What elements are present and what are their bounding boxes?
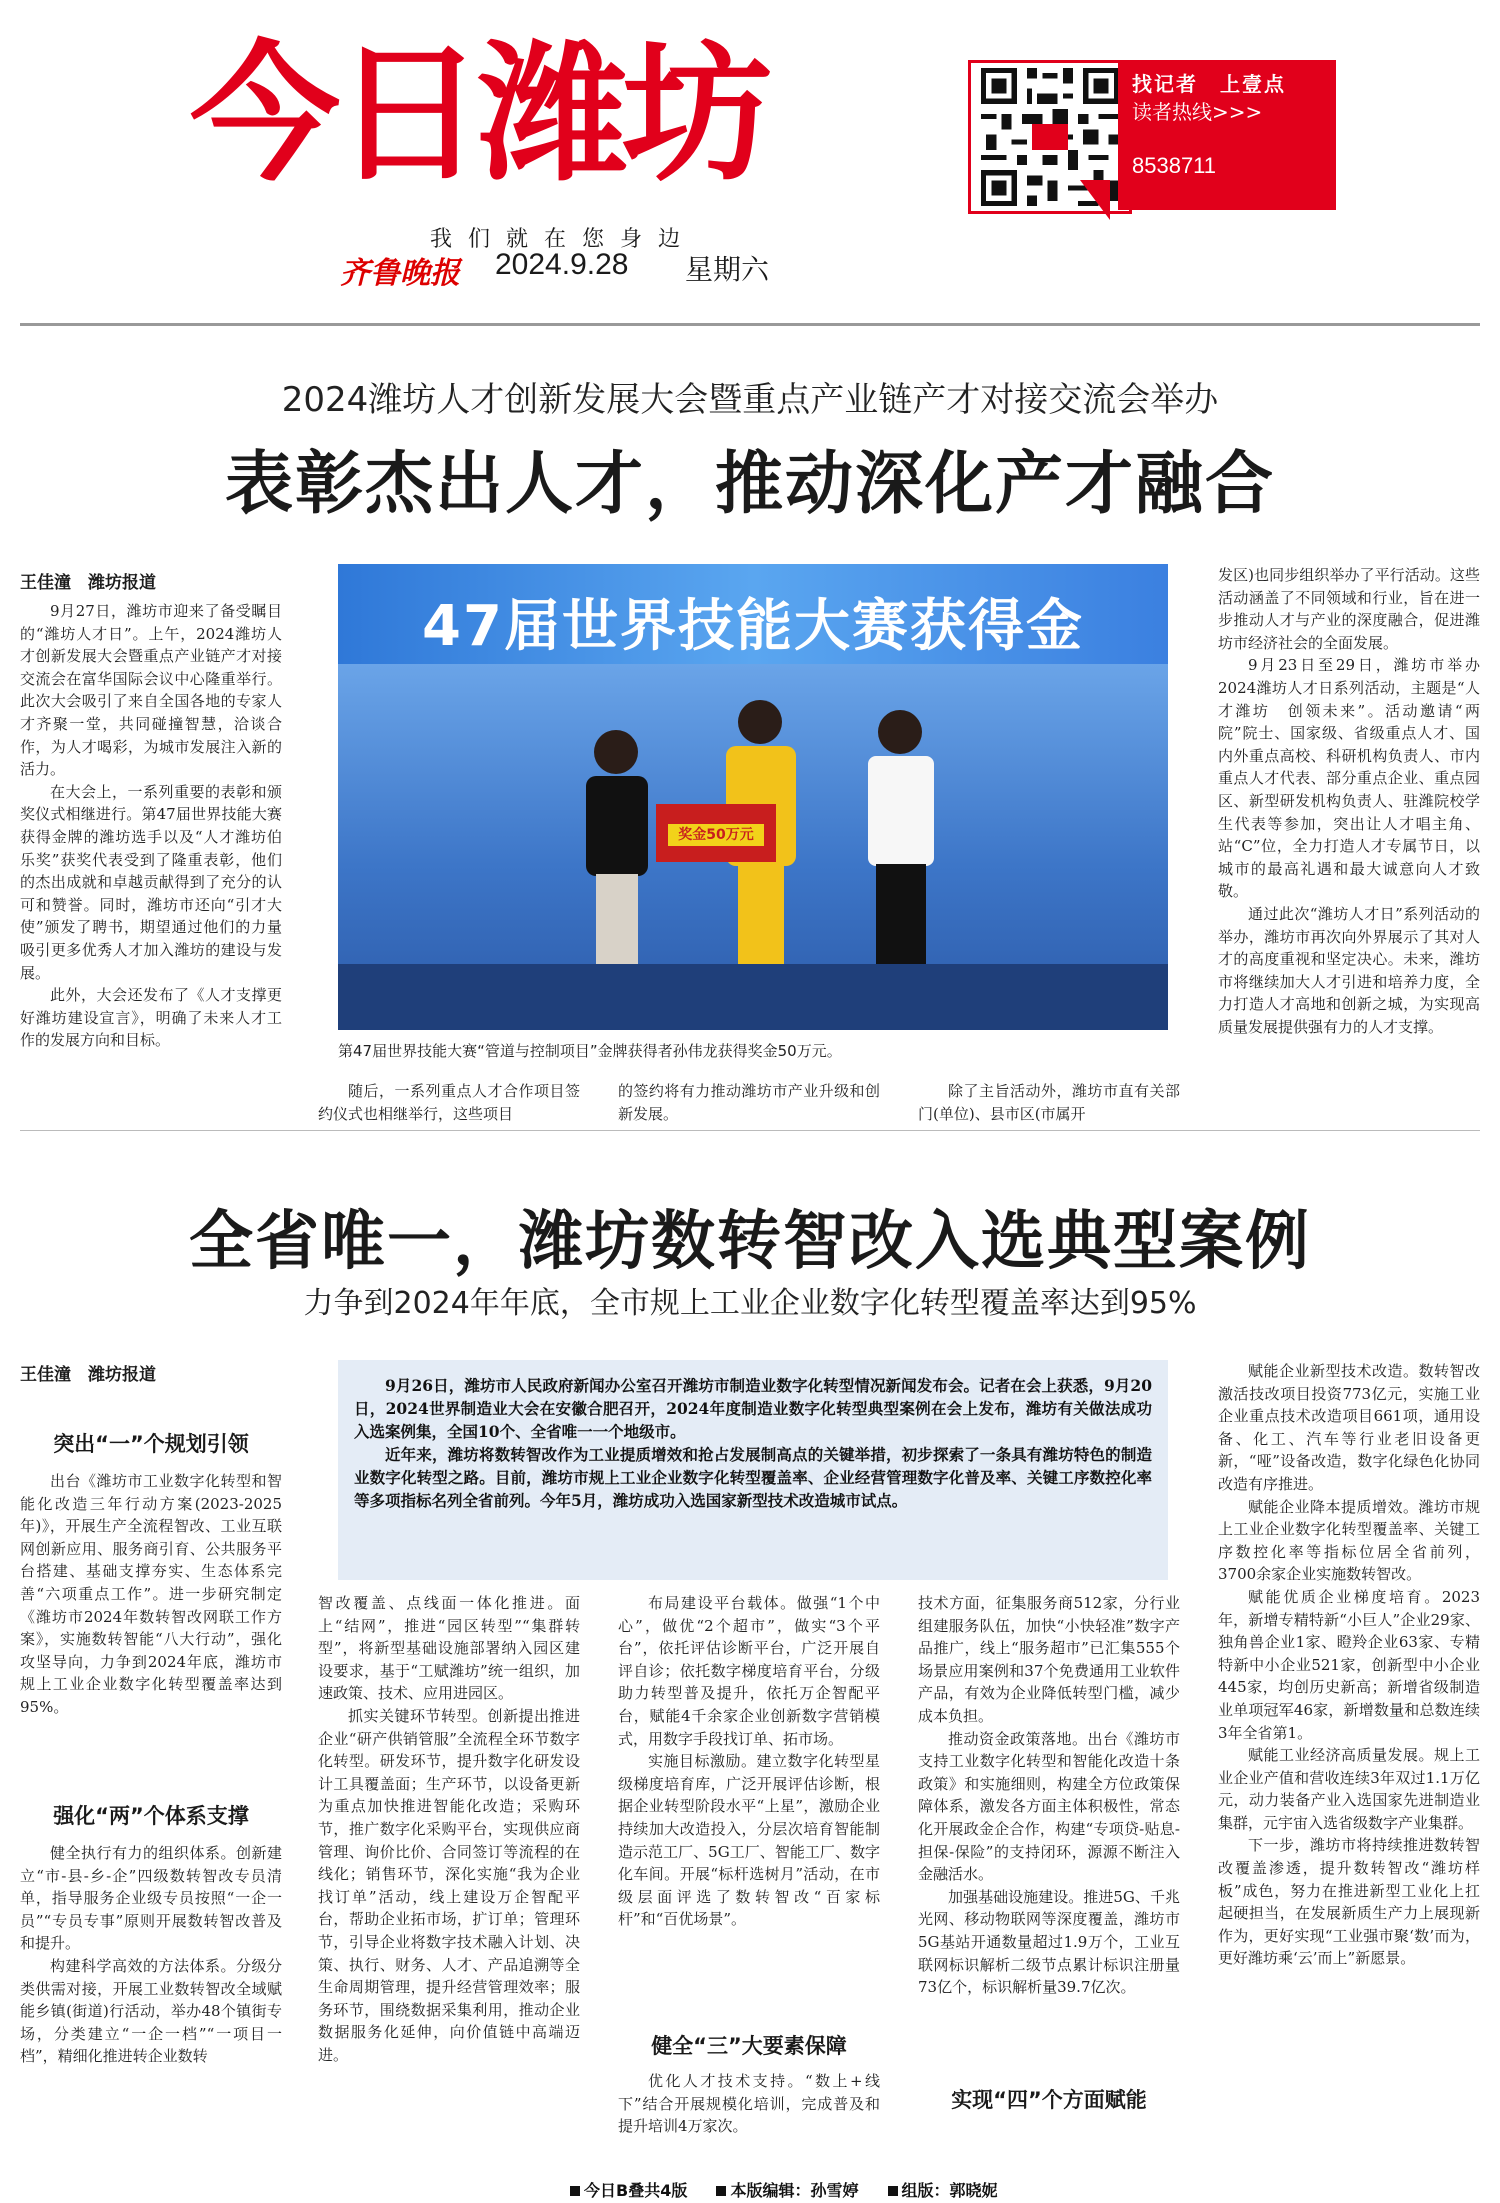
article2-col5 <box>1218 1360 1480 2168</box>
paragraph: 赋能企业新型技术改造。数转智改激活技改项目投资773亿元，实施工业企业重点技术改造项目661项，通用设备、化工、汽车等行业老旧设备更新，“哑”设备改造，数字化绿色化协同改造有序推进。 <box>1218 1362 1480 1493</box>
article1-col3 <box>618 1080 880 1126</box>
footer-editor: 本版编辑：孙雪婷 <box>716 2181 858 2200</box>
square-bullet-icon <box>570 2186 580 2196</box>
paragraph: 优化人才技术支持。“数上+线下”结合开展规模化培训，完成普及和提升培训4万家次。 <box>618 2072 880 2136</box>
lead-paragraph: 9月26日，潍坊市人民政府新闻办公室召开潍坊市制造业数字化转型情况新闻发布会。记者在会上获悉，9月20日，2024世界制造业大会在安徽合肥召开，2024年度制造业数字化转型典型案例在会上发布，潍坊有关做法成功入选案例集，全国10个、全省唯一一个地级市。 <box>354 1376 1152 1441</box>
footer-section: 今日B叠共4版 <box>570 2181 687 2200</box>
article1-byline: 王佳潼 潍坊报道 <box>20 573 156 593</box>
paragraph: 出台《潍坊市工业数字化转型和智能化改造三年行动方案(2023-2025年)》，开展生产全流程智改、工业互联网创新应用、服务商引育、公共服务平台搭建、基础支撑夯实、生态体系完善“六项重点工作”。进一步研究制定《潍坊市2024年数转智改网联工作方案》，实施数转智能“八大行动”，强化攻坚导向，力争到2024年底，潍坊市规上工业企业数字化转型覆盖率达到95%。 <box>20 1472 282 1716</box>
paragraph: 赋能优质企业梯度培育。2023年，新增专精特新“小巨人”企业29家、独角兽企业1家、瞪羚企业63家、专精特新中小企业521家，创新型中小企业445家，均创历史新高；新增省级制造业单项冠军46家，新增数量和总数连续3年全省第1。 <box>1218 1587 1480 1742</box>
footer-layout: 组版：郭晓妮 <box>888 2181 998 2200</box>
paragraph: 下一步，潍坊市将持续推进数转智改覆盖渗透，提升数转智改“潍坊样板”成色，努力在推进新型工业化上扛起硬担当，在发展新质生产力上展现新作为，更好实现“工业强市聚‘数’而为，更好潍坊乘‘云’而上”新愿景。 <box>1218 1836 1480 1968</box>
article2-byline: 王佳潼 潍坊报道 <box>20 1365 156 1385</box>
paragraph: 在大会上，一系列重要的表彰和颁奖仪式相继进行。第47届世界技能大赛获得金牌的潍坊选手以及“人才潍坊伯乐奖”获奖代表受到了隆重表彰，他们的杰出成就和卓越贡献得到了充分的认可和赞誉。同时，潍坊市还向“引才大使”颁发了聘书，期望通过他们的力量吸引更多优秀人才加入潍坊的建设与发展。 <box>20 782 282 982</box>
paragraph: 的签约将有力推动潍坊市产业升级和创新发展。 <box>618 1082 880 1123</box>
paragraph: 除了主旨活动外，潍坊市直有关部门(单位)、县市区(市属开 <box>918 1082 1180 1123</box>
masthead-rule <box>20 323 1480 326</box>
article2-col1b <box>20 1842 282 2168</box>
article2-col3a <box>618 1592 880 2016</box>
article1-col5 <box>1218 564 1480 1104</box>
award-photo <box>338 564 1168 1030</box>
paragraph: 加强基础设施建设。推进5G、千兆光网、移动物联网等深度覆盖，潍坊市5G基站开通数量超过1.9万个，工业互联网标识解析二级节点累计标识注册量73亿个，标识解析量39.7亿次。 <box>918 1887 1180 1997</box>
article1-col4 <box>918 1080 1180 1126</box>
paragraph: 赋能工业经济高质量发展。规上工业企业产值和营收连续3年双过1.1万亿元，动力装备产业入选国家先进制造业集群，元宇宙入选省级数字产业集群。 <box>1218 1746 1480 1832</box>
paragraph: 智改覆盖、点线面一体化推进。面上“结网”，推进“园区转型”“集群转型”，将新型基础设施部署纳入园区建设要求，基于“工赋潍坊”统一组织，加速政策、技术、应用进园区。 <box>318 1594 580 1703</box>
subhead-three: 健全“三”大要素保障 <box>651 2034 847 2058</box>
photo-stage <box>338 664 1168 1030</box>
paragraph: 此外，大会还发布了《人才支撑更好潍坊建设宣言》，明确了未来人才工作的发展方向和目标。 <box>20 986 282 1050</box>
square-bullet-icon <box>888 2186 898 2196</box>
brand-logo: 齐鲁晚报 <box>340 256 460 291</box>
article2-headline[interactable]: 全省唯一，潍坊数转智改入选典型案例 <box>189 1204 1311 1279</box>
article2-subtitle: 力争到2024年年底，全市规上工业企业数字化转型覆盖率达到95% <box>303 1286 1197 1321</box>
person-left-icon <box>586 730 648 964</box>
square-bullet-icon <box>716 2186 726 2196</box>
paragraph: 通过此次“潍坊人才日”系列活动的举办，潍坊市再次向外界展示了其对人才的高度重视和坚定决心。未来，潍坊市将继续加大人才引进和培养力度，全力打造人才高地和创新之城，为实现高质量发展提供强有力的人才支撑。 <box>1218 904 1480 1036</box>
paragraph: 布局建设平台载体。做强“1个中心”，做优“2个超市”，做实“3个平台”，依托评估诊断平台，广泛开展自评自诊；依托数字梯度培育平台，分级助力转型普及提升，依托万企智配平台，赋能4千余家企业创新数字营销模式，用数字手段找订单、拓市场。 <box>618 1594 880 1748</box>
hotline-label: 读者热线>>> <box>1132 100 1263 124</box>
article2-lead-box <box>338 1360 1168 1580</box>
paragraph: 随后，一系列重点人才合作项目签约仪式也相继举行，这些项目 <box>318 1082 580 1123</box>
weekday: 星期六 <box>685 253 770 286</box>
paragraph: 健全执行有力的组织体系。创新建立“市-县-乡-企”四级数转智改专员清单，指导服务企业级专员按照“一企一员”“专员专事”原则开展数转智改普及和提升。 <box>20 1844 282 1953</box>
prize-board-text: 奖金50万元 <box>678 827 754 843</box>
paragraph: 抓实关键环节转型。创新提出推进企业“研产供销管服”全流程全环节数字化转型。研发环节，提升数字化研发设计工具覆盖面；生产环节，以设备更新为重点加快推进智能化改造；采购环节，推广数字化采购平台，实现供应商管理、询价比价、合同签订等流程的在线化；销售环节，深化实施“我为企业找订单”活动，线上建设万企智配平台，帮助企业拓市场，扩订单；管理环节，引导企业将数字技术融入计划、决策、执行、财务、人才、产品追溯等全生命周期管理，提升经营管理效率；服务环节，围绕数据采集利用，推动企业数据服务化延伸，向价值链中高端迈进。 <box>318 1706 580 2064</box>
subhead-one: 突出“一”个规划引领 <box>53 1432 249 1456</box>
person-right-icon <box>868 710 934 964</box>
paragraph: 9月23日至29日，潍坊市举办2024潍坊人才日系列活动，主题是“人才潍坊 创领未来”。活动邀请“两院”院士、国家级、省级重点人才、国内外重点高校、科研机构负责人、市内重点人才代表、部分重点企业、重点园区、新型研发机构负责人、驻潍院校学生代表等参加，突出让人才唱主角、站“C”位，全力打造人才专属节日，以城市的最高礼遇和最大诚意向人才致敬。 <box>1218 656 1480 901</box>
page-footer <box>570 2178 1022 2201</box>
subhead-two: 强化“两”个体系支撑 <box>53 1804 249 1828</box>
subhead-four: 实现“四”个方面赋能 <box>951 2088 1147 2112</box>
slogan: 我们就在您身边 <box>430 227 697 252</box>
paragraph: 9月27日，潍坊市迎来了备受瞩目的“潍坊人才日”。上午，2024潍坊人才创新发展大会暨重点产业链产才对接交流会在富华国际会议中心隆重举行。此次大会吸引了来自全国各地的专家人才齐聚一堂，共同碰撞智慧，洽谈合作，为人才喝彩，为城市发展注入新的活力。 <box>20 602 282 779</box>
hotline-tail <box>1080 180 1110 220</box>
hotline-slogan: 找记者 上壹点 <box>1132 72 1286 96</box>
article1-kicker: 2024潍坊人才创新发展大会暨重点产业链产才对接交流会举办 <box>281 380 1219 420</box>
publication-date: 2024.9.28 <box>495 248 629 281</box>
paragraph: 推动资金政策落地。出台《潍坊市支持工业数字化转型和智能化改造十条政策》和实施细则，构建全方位政策保障体系，激发各方面主体积极性，常态化开展政金企合作，构建“专项贷-贴息-担保-保险”的支持闭环，源源不断注入金融活水。 <box>918 1729 1180 1884</box>
paragraph: 技术方面，征集服务商512家，分行业组建服务队伍，加快“小快轻准”数字产品推广，线上“服务超市”已汇集555个场景应用案例和37个免费通用工业软件产品，有效为企业降低转型门槛，减少成本负担。 <box>918 1594 1180 1725</box>
paragraph: 发区)也同步组织举办了平行活动。这些活动涵盖了不同领域和行业，旨在进一步推动人才与产业的深度融合，促进潍坊市经济社会的全面发展。 <box>1218 566 1480 652</box>
hotline-number[interactable]: 8538711 <box>1132 153 1217 178</box>
article1-col2 <box>318 1080 580 1126</box>
paragraph: 构建科学高效的方法体系。分级分类供需对接，开展工业数转智改全域赋能乡镇(街道)行活动，举办48个镇街专场，分类建立“一企一档”“一项目一档”，精细化推进转企业数转 <box>20 1956 282 2066</box>
section-divider <box>20 1130 1480 1131</box>
masthead-title: 今日潍坊 <box>190 28 767 202</box>
paragraph: 实施目标激励。建立数字化转型星级梯度培育库，广泛开展评估诊断，根据企业转型阶段水平“上星”，激励企业持续加大改造投入，分层次培育智能制造示范工厂、5G工厂、智能工厂、数字化车间。开展“标杆选树月”活动，在市级层面评选了数转智改“百家标杆”和“百优场景”。 <box>618 1752 880 1929</box>
article2-col1a <box>20 1470 282 1782</box>
article2-col3b <box>618 2070 880 2168</box>
article1-col1 <box>20 600 282 1090</box>
reader-hotline-box <box>1118 60 1336 210</box>
photo-banner-text: 47届世界技能大赛获得金 <box>422 594 1084 659</box>
lead-paragraph: 近年来，潍坊将数转智改作为工业提质增效和抢占发展制高点的关键举措，初步探索了一条具有潍坊特色的制造业数字化转型之路。目前，潍坊市规上工业企业数字化转型覆盖率、企业经营管理数字化普及率、关键工序数控化率等多项指标名列全省前列。今年5月，潍坊成功入选国家新型技术改造城市试点。 <box>354 1445 1152 1510</box>
article1-headline[interactable]: 表彰杰出人才，推动深化产才融合 <box>224 444 1275 524</box>
photo-caption: 第47届世界技能大赛“管道与控制项目”金牌获得者孙伟龙获得奖金50万元。 <box>338 1042 842 1060</box>
article2-col2 <box>318 1592 580 2168</box>
article2-col4 <box>918 1592 1180 2068</box>
paragraph: 赋能企业降本提质增效。潍坊市规上工业企业数字化转型覆盖率、关键工序数控化率等指标位居全省前列，3700余家企业实施数转智改。 <box>1218 1497 1480 1584</box>
